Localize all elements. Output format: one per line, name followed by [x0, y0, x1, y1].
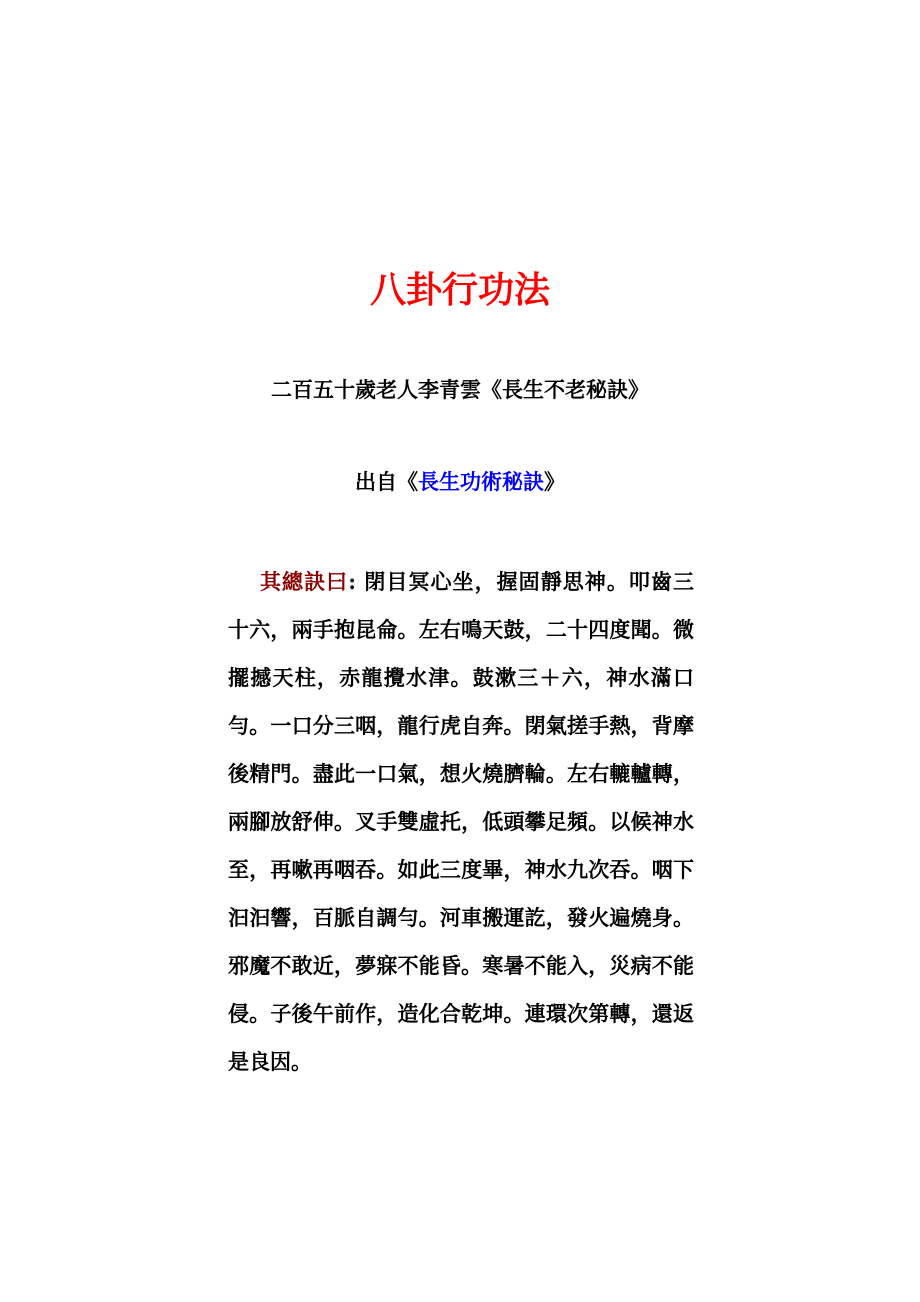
formula-text: 閉目冥心坐，握固靜思神。叩齒三十六，兩手抱昆侖。左右鳴天鼓，二十四度聞。微擺撼天柱，赤龍攪水津。鼓漱三＋六，神水滿口勻。一口分三咽，龍行虎自奔。閉氣搓手熱，背摩後精門。盡此一口氣，想火燒臍輪。左右轆轤轉，兩腳放舒伸。叉手雙虛托，低頭攀足頻。以候神水至，再嗽再咽吞。如此三度畢，神水九次吞。咽下汩汩響，百脈自調勻。河車搬運訖，發火遍燒身。邪魔不敢近，夢寐不能昏。寒暑不能入，災病不能侵。子後午前作，造化合乾坤。連環次第轉，還返是良因。 — [228, 569, 695, 1074]
source-link[interactable]: 長生功術秘訣 — [418, 469, 544, 494]
formula-paragraph — [228, 558, 694, 1086]
document-title: 八卦行功法 — [369, 269, 550, 311]
document-subtitle: 二百五十歲老人李青雲《長生不老秘訣》 — [271, 377, 649, 402]
formula-label: 其總訣曰 — [260, 569, 349, 594]
source-prefix: 出自《 — [355, 469, 418, 494]
formula-separator: : — [348, 569, 365, 594]
source-line — [0, 466, 920, 498]
source-suffix: 》 — [544, 469, 565, 494]
